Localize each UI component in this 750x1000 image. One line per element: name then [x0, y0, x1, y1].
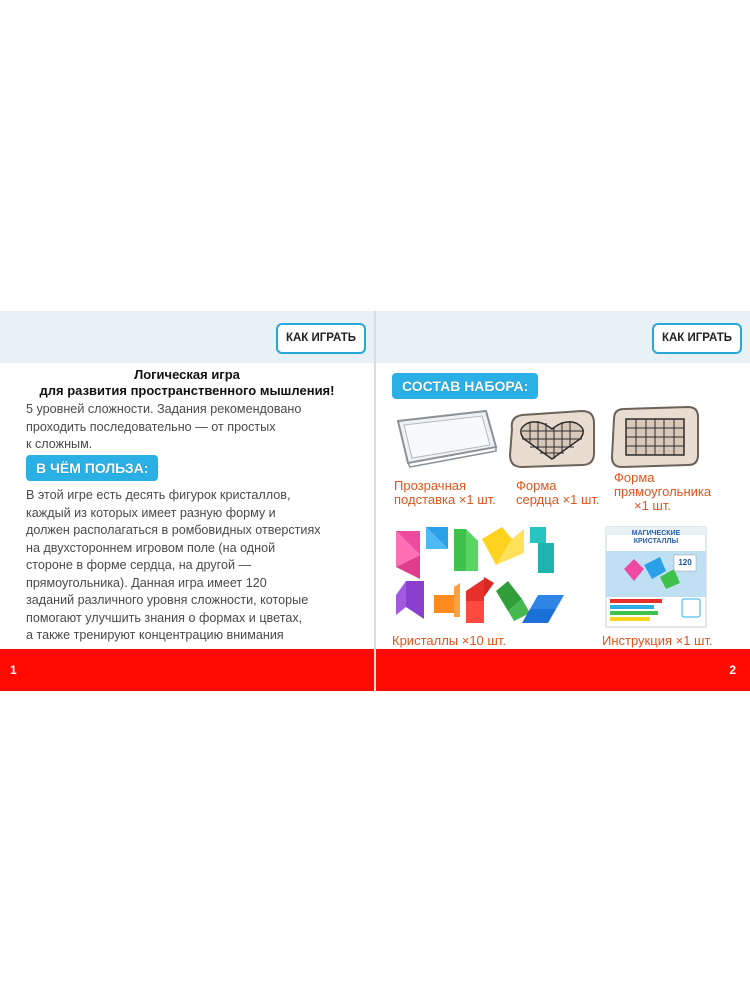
- left-footer-bar: [0, 649, 374, 691]
- tray-caption-line: подставка ×1 шт.: [394, 492, 496, 507]
- benefit-line: а также тренируют концентрацию внимания: [26, 628, 284, 642]
- benefit-line: стороне в форме сердца, на другой —: [26, 558, 252, 572]
- intro-text: [26, 401, 301, 454]
- rect-caption: [614, 471, 711, 513]
- intro-line: проходить последовательно — от простых: [26, 419, 276, 434]
- right-page: [376, 311, 750, 691]
- left-page: [0, 311, 374, 691]
- intro-line: 5 уровней сложности. Задания рекомендовано: [26, 402, 302, 416]
- crystal-pieces-image: [390, 517, 570, 627]
- benefit-line: В этой игре есть десять фигурок кристаллов,: [26, 488, 291, 502]
- heart-form-image: [506, 409, 598, 469]
- rectangle-form-image: [608, 405, 702, 469]
- rect-caption-line: Форма: [614, 470, 655, 485]
- benefit-line: помогают улучшить знания о формах и цветах,: [26, 610, 303, 625]
- benefit-line: должен располагаться в ромбовидных отверстиях: [26, 523, 321, 537]
- heart-caption: [516, 479, 600, 507]
- page-number-right: 2: [729, 663, 736, 677]
- right-header-bar: [376, 311, 750, 363]
- contents-badge: СОСТАВ НАБОРА:: [392, 373, 538, 399]
- right-footer-bar: [376, 649, 750, 691]
- benefit-line: на двухстороннем игровом поле (на одной: [26, 540, 276, 555]
- game-title-line1: Логическая игра: [134, 367, 240, 382]
- booklet-spread: [0, 311, 750, 691]
- page-number-left: 1: [10, 663, 17, 677]
- booklet-count: 120: [678, 558, 692, 567]
- intro-line: к сложным.: [26, 437, 93, 451]
- how-to-play-button-right[interactable]: КАК ИГРАТЬ: [652, 323, 742, 354]
- benefit-line: заданий различного уровня сложности, которые: [26, 593, 309, 607]
- tray-caption-line: Прозрачная: [394, 478, 467, 493]
- benefit-badge: В ЧЁМ ПОЛЬЗА:: [26, 455, 158, 481]
- benefit-line: прямоугольника). Данная игра имеет 120: [26, 575, 267, 590]
- heart-caption-line: Форма: [516, 478, 557, 493]
- left-header-bar: [0, 311, 374, 363]
- game-title-line2: для развития пространственного мышления!: [39, 383, 335, 398]
- how-to-play-button-left[interactable]: КАК ИГРАТЬ: [276, 323, 366, 354]
- manual-caption: Инструкция ×1 шт.: [602, 633, 713, 648]
- crystals-caption: Кристаллы ×10 шт.: [392, 633, 506, 648]
- rect-caption-line: прямоугольника: [614, 484, 712, 499]
- benefit-line: каждый из которых имеет разную форму и: [26, 505, 276, 520]
- heart-caption-line: сердца ×1 шт.: [516, 492, 600, 507]
- benefit-text: [26, 487, 321, 662]
- transparent-tray-image: [390, 407, 500, 469]
- booklet-title: [614, 530, 698, 546]
- booklet-title-line: МАГИЧЕСКИЕ: [631, 530, 681, 537]
- booklet-title-line: КРИСТАЛЛЫ: [633, 538, 679, 545]
- rect-caption-line: ×1 шт.: [634, 498, 671, 513]
- tray-caption: [394, 479, 496, 507]
